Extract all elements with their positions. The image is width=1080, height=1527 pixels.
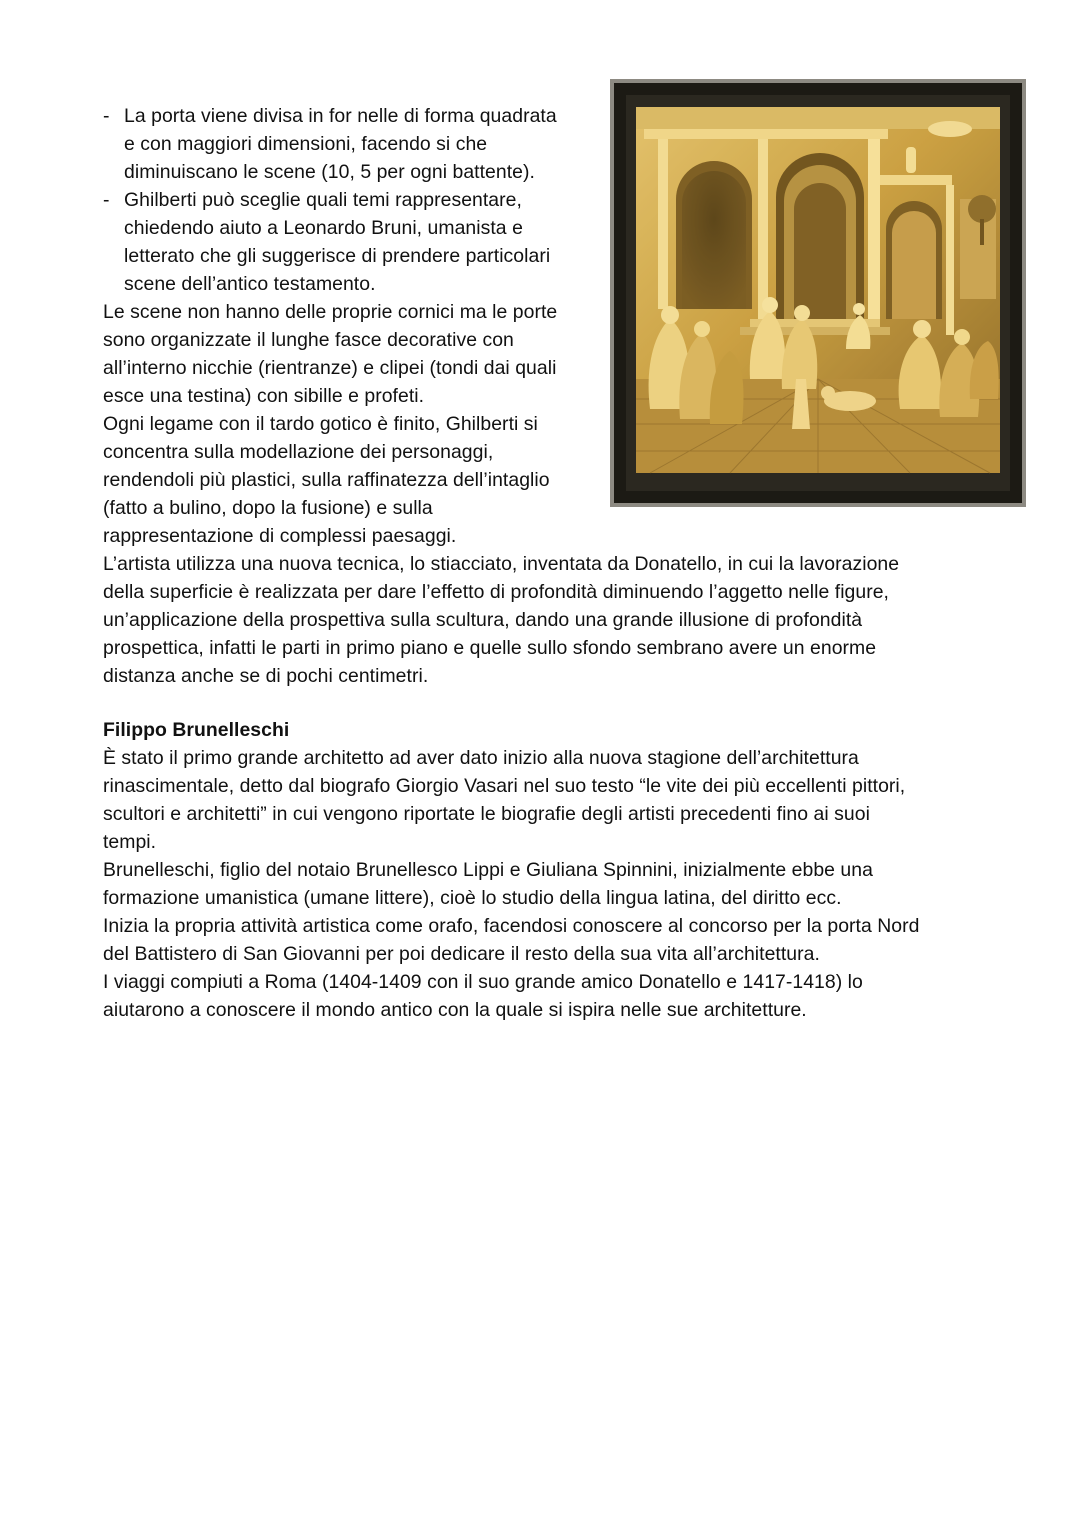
bullet-line: diminuiscano le scene (10, 5 per ogni battente). — [124, 161, 535, 183]
text-line: esce una testina) con sibille e profeti. — [103, 385, 425, 407]
bullet-line: La porta viene divisa in for nelle di forma quadrata — [124, 105, 557, 127]
text-line: rendendoli più plastici, sulla raffinatezza dell’intaglio — [103, 469, 550, 491]
text-line: Le scene non hanno delle proprie cornici ma le porte — [103, 301, 558, 323]
bullet-dash: - — [103, 105, 110, 127]
text-line: prospettica, infatti le parti in primo piano e quelle sullo sfondo sembrano avere un enorme — [103, 637, 877, 659]
text-line: aiutarono a conoscere il mondo antico con la quale si ispira nelle sue architetture. — [103, 999, 807, 1021]
bronze-relief-image — [610, 79, 1026, 507]
text-line: Ogni legame con il tardo gotico è finito, Ghilberti si — [103, 413, 538, 435]
text-line: I viaggi compiuti a Roma (1404-1409 con il suo grande amico Donatello e 1417-1418) lo — [103, 971, 863, 993]
text-line: È stato il primo grande architetto ad aver dato inizio alla nuova stagione dell’architettura — [103, 747, 859, 769]
left-paragraph — [103, 298, 603, 550]
text-line: sono organizzate il lunghe fasce decorative con — [103, 329, 514, 351]
sheen — [636, 107, 1000, 473]
bullet-line: e con maggiori dimensioni, facendo si che — [124, 133, 488, 155]
text-line: rinascimentale, detto dal biografo Giorgio Vasari nel suo testo “le vite dei più eccellenti pittori, — [103, 775, 906, 797]
bullet-dash: - — [103, 189, 110, 211]
text-line: L’artista utilizza una nuova tecnica, lo stiacciato, inventata da Donatello, in cui la lavorazione — [103, 553, 900, 575]
text-line: formazione umanistica (umane littere), cioè lo studio della lingua latina, del diritto ecc. — [103, 887, 842, 909]
bullet-line: Ghilberti può sceglie quali temi rappresentare, — [124, 189, 522, 211]
text-line: concentra sulla modellazione dei personaggi, — [103, 441, 494, 463]
text-line: Brunelleschi, figlio del notaio Brunellesco Lippi e Giuliana Spinnini, inizialmente ebbe una — [103, 859, 873, 881]
text-line: un’applicazione della prospettiva sulla scultura, dando una grande illusione di profondità — [103, 609, 863, 631]
text-line: della superficie è realizzata per dare l’effetto di profondità diminuendo l’aggetto nelle figure, — [103, 581, 889, 603]
text-line: (fatto a bulino, dopo la fusione) e sulla — [103, 497, 433, 519]
bullet-line: chiedendo aiuto a Leonardo Bruni, umanista e — [124, 217, 523, 239]
bullet-line: scene dell’antico testamento. — [124, 273, 376, 295]
full-paragraph — [103, 550, 1003, 690]
text-line: all’interno nicchie (rientranze) e clipei (tondi dai quali — [103, 357, 557, 379]
bullet-item — [103, 102, 603, 186]
text-line: Inizia la propria attività artistica come orafo, facendosi conoscere al concorso per la porta Nord — [103, 915, 920, 937]
text-line: distanza anche se di pochi centimetri. — [103, 665, 429, 687]
text-line: rappresentazione di complessi paesaggi. — [103, 525, 457, 547]
section-title: Filippo Brunelleschi — [103, 719, 290, 741]
text-line: scultori e architetti” in cui vengono riportate le biografie degli artisti precedenti fino ai suoi — [103, 803, 870, 825]
bullet-item — [103, 186, 603, 298]
bullet-line: letterato che gli suggerisce di prendere particolari — [124, 245, 551, 267]
relief-illustration — [610, 79, 1026, 507]
section-body — [103, 744, 1003, 1024]
bullet-list — [103, 102, 603, 298]
text-line: tempi. — [103, 831, 157, 853]
text-line: del Battistero di San Giovanni per poi dedicare il resto della sua vita all’architettura. — [103, 943, 820, 965]
